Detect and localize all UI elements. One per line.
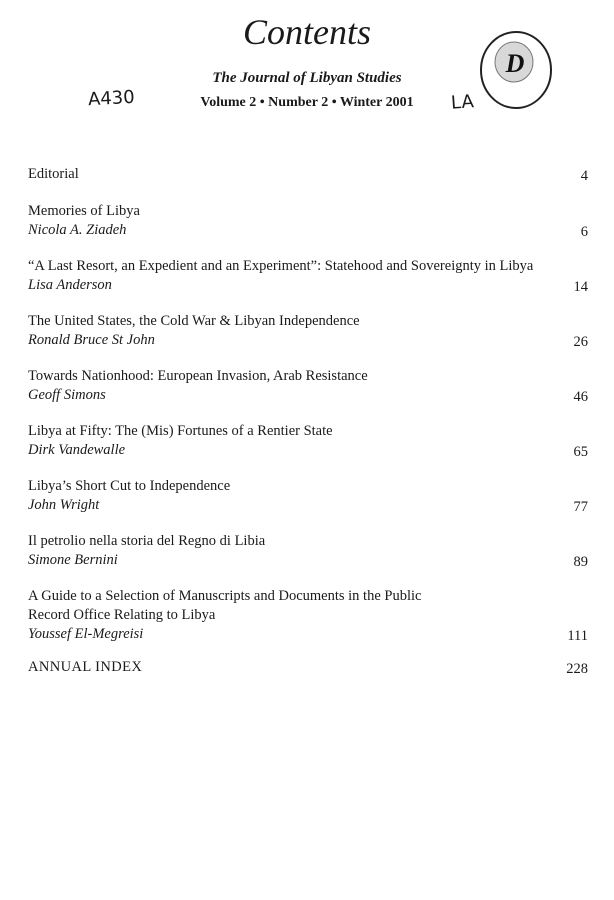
entry-author: John Wright	[28, 497, 100, 513]
entry-title: Libya at Fifty: The (Mis) Fortunes of a Rentier State	[28, 423, 333, 439]
page-title: Contents	[242, 12, 371, 52]
entry-page: 65	[573, 444, 588, 460]
entry-author: Nicola A. Ziadeh	[28, 222, 127, 238]
entry-page: 89	[573, 554, 588, 570]
toc-entry[interactable]	[28, 587, 588, 644]
entry-page: 14	[573, 279, 588, 295]
handwritten-note-right: LA	[450, 91, 475, 114]
entry-author: Dirk Vandewalle	[28, 442, 126, 458]
toc-entry[interactable]	[28, 312, 588, 350]
stamp-letter: D	[505, 49, 525, 78]
entry-page: 4	[580, 168, 588, 184]
entry-author: Ronald Bruce St John	[28, 332, 155, 348]
entry-page: 228	[566, 661, 588, 677]
entry-author: Geoff Simons	[28, 387, 106, 403]
entry-title: Editorial	[28, 166, 79, 182]
handwritten-note-left: A430	[87, 86, 136, 111]
entry-author: Simone Bernini	[28, 552, 118, 568]
entry-title: “A Last Resort, an Expedient and an Experiment”: Statehood and Sovereignty in Libya	[28, 258, 534, 274]
entry-title: Libya’s Short Cut to Independence	[28, 478, 231, 494]
toc-entry[interactable]	[28, 257, 588, 295]
toc-entry[interactable]	[28, 367, 588, 405]
issue-line: Volume 2 • Number 2 • Winter 2001	[200, 95, 414, 110]
entry-title: A Guide to a Selection of Manuscripts and Documents in the Public Record Office Relating to Libya	[28, 588, 422, 623]
toc-entry[interactable]	[28, 477, 588, 515]
entry-title: Memories of Libya	[28, 203, 140, 219]
entry-title: ANNUAL INDEX	[28, 659, 143, 675]
entry-author: Lisa Anderson	[28, 277, 112, 293]
entry-title: The United States, the Cold War & Libyan Independence	[28, 313, 360, 329]
table-of-contents	[28, 165, 588, 677]
entry-page: 46	[573, 389, 588, 405]
entry-title: Towards Nationhood: European Invasion, Arab Resistance	[28, 368, 368, 384]
entry-author: Youssef El-Megreisi	[28, 626, 144, 642]
entry-page: 77	[573, 499, 588, 515]
library-stamp	[476, 26, 554, 110]
entry-title: Il petrolio nella storia del Regno di Libia	[28, 533, 266, 549]
toc-entry[interactable]	[28, 422, 588, 460]
toc-entry[interactable]	[28, 658, 588, 677]
journal-name: The Journal of Libyan Studies	[212, 70, 402, 86]
toc-entry[interactable]	[28, 532, 588, 570]
toc-entry[interactable]	[28, 165, 588, 184]
entry-page: 6	[580, 224, 588, 240]
entry-page: 111	[567, 628, 588, 644]
toc-entry[interactable]	[28, 202, 588, 240]
entry-page: 26	[573, 334, 588, 350]
